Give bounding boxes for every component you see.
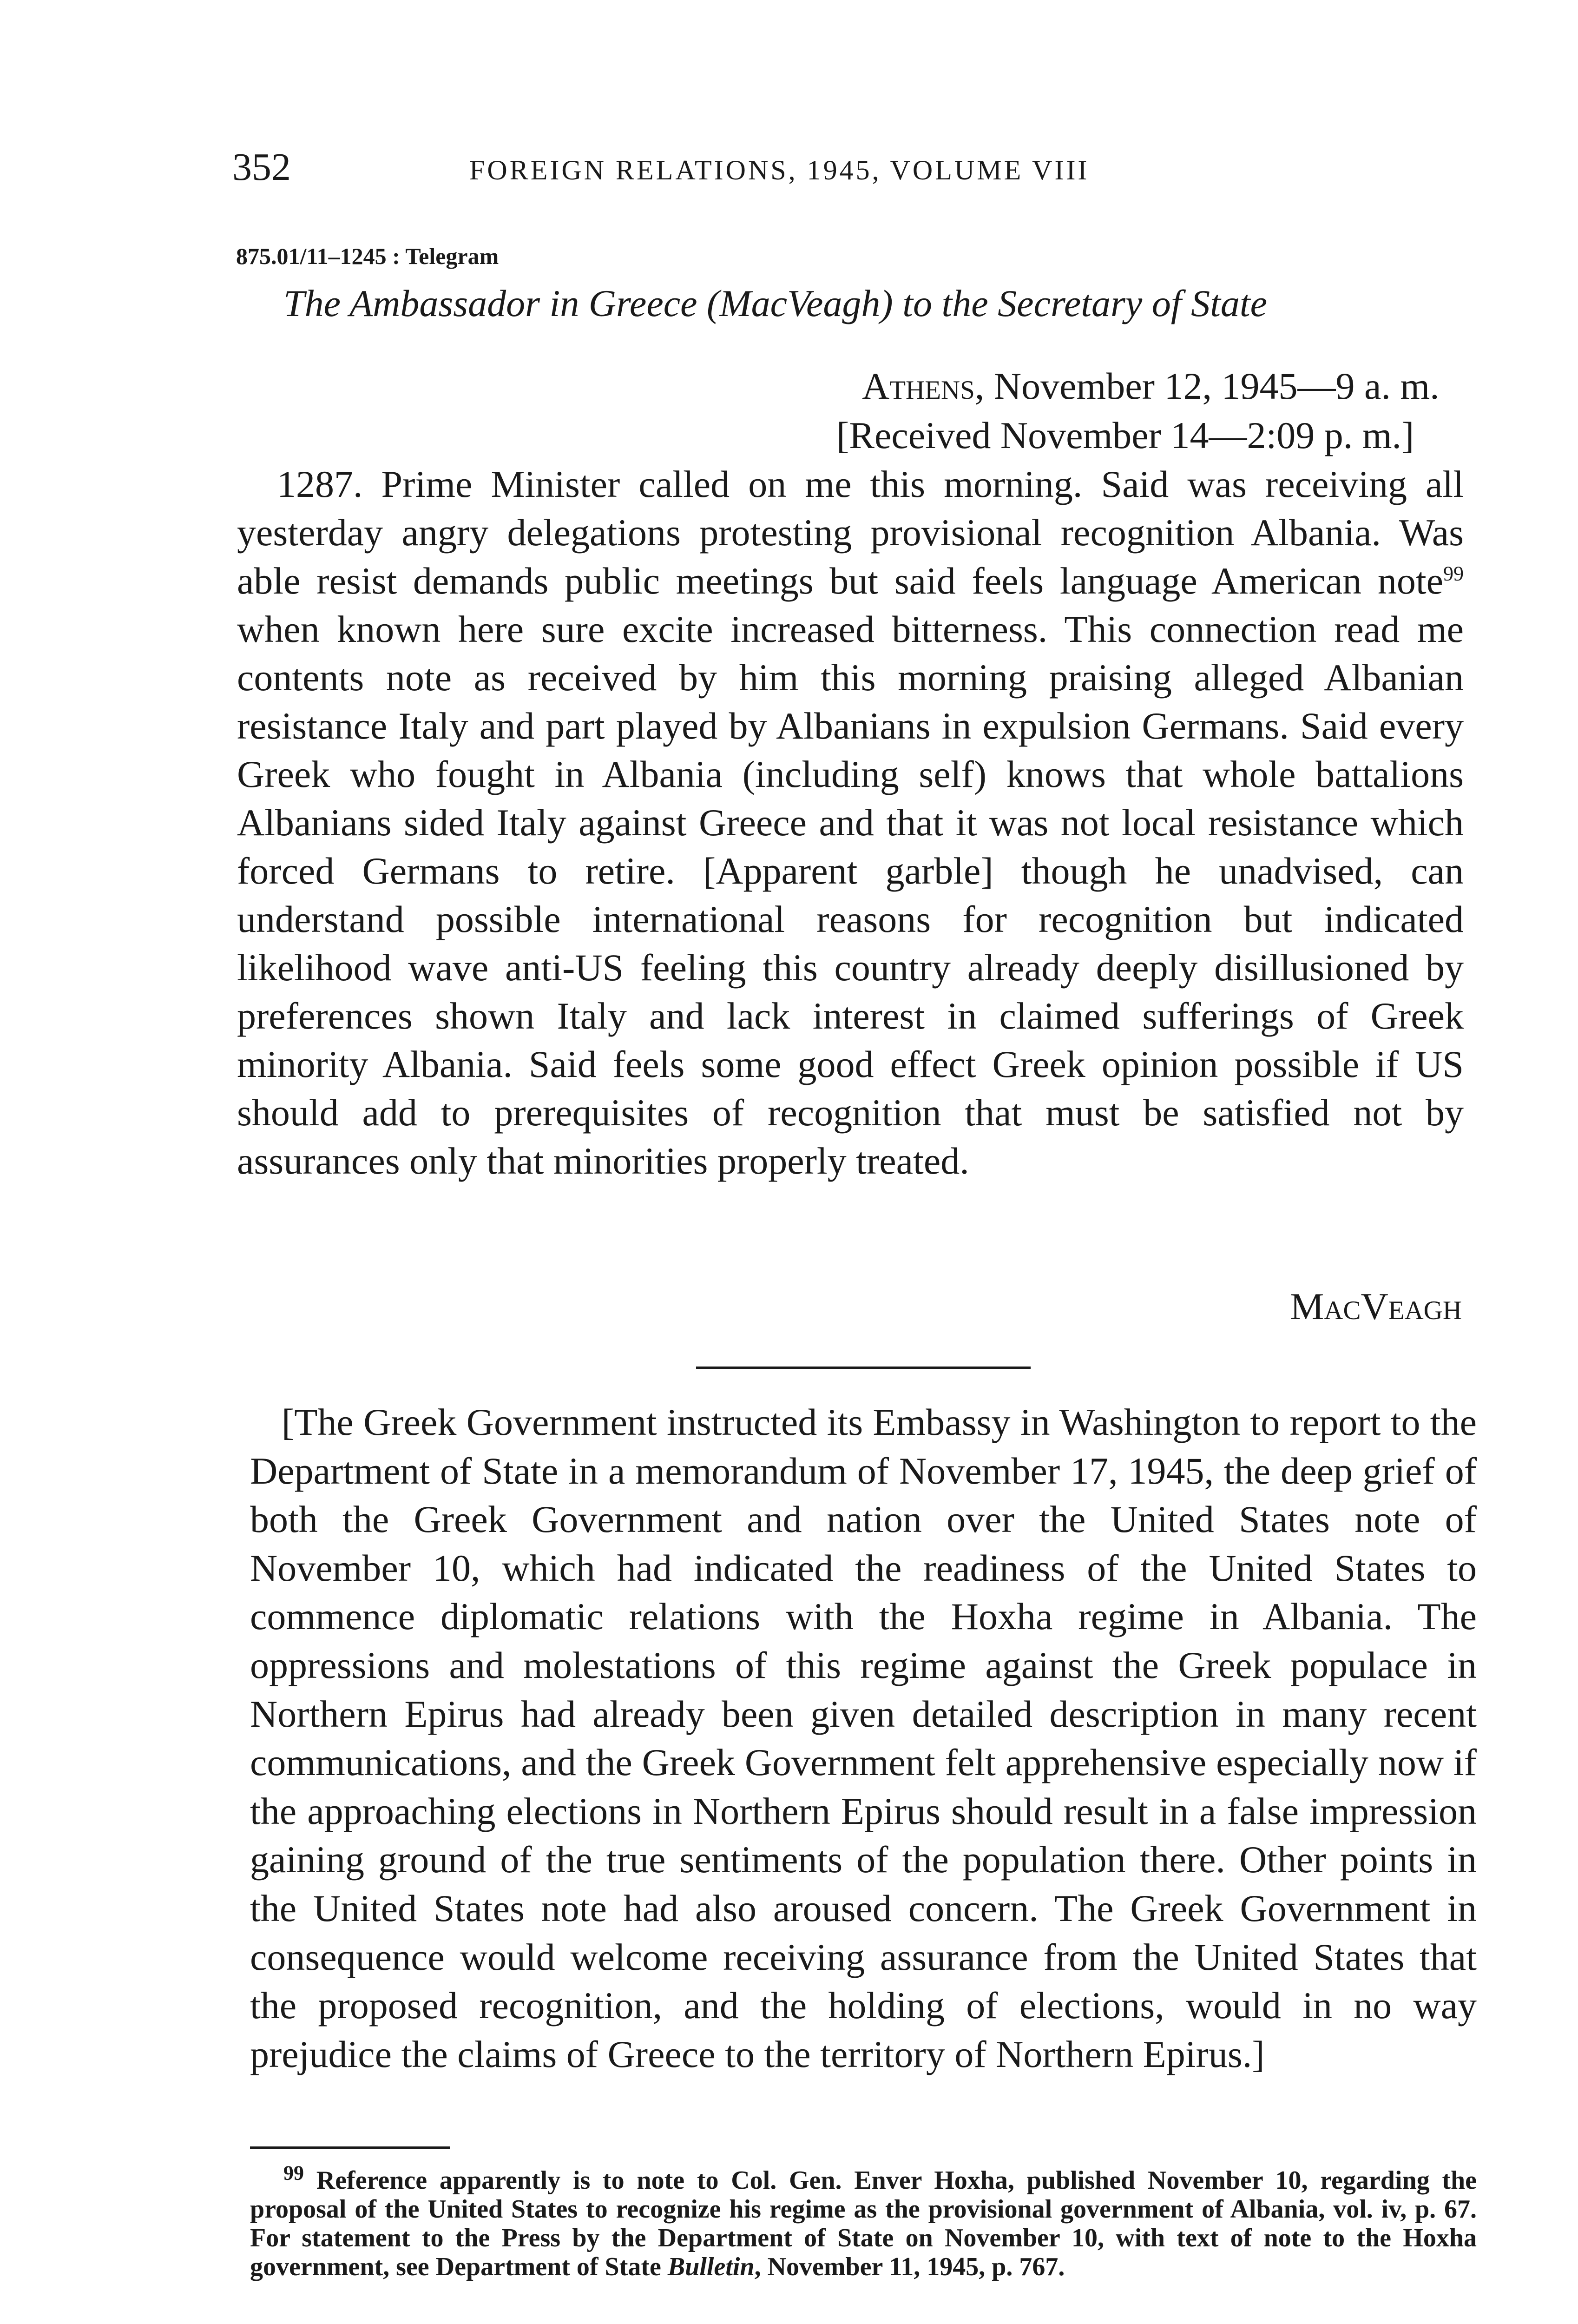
footnote-reference: 99 [1443,562,1464,585]
document-title: The Ambassador in Greece (MacVeagh) to the Secretary of State [283,282,1268,324]
footnote-italic-title: Bulletin [667,2252,755,2281]
dateline-date: , November 12, 1945—9 a. m. [974,365,1440,407]
page-number: 352 [232,145,291,189]
footnote-marker-wrap [250,2161,304,2195]
footnote [250,2161,1477,2281]
footnote-text-after: , November 11, 1945, p. 767. [754,2252,1065,2281]
editorial-note-text: [The Greek Government instructed its Embassy in Washington to report to the Department of State in a memorandum of November 17, 1945, the deep grief of both the Greek Government and nation over the United States note of November 10, which had indicated the readiness of the United States to commence diplomatic relations with the Hoxha regime in Albania. The oppressions and molestations of this regime against the Greek populace in Northern Epirus had already been given detailed description in many recent communications, and the Greek Government felt apprehensive especially now if the approaching elections in Northern Epirus should result in a false impression gaining ground of the true sentiments of the population there. Other points in the United States note had also aroused concern. The Greek Government in consequence would welcome receiving assurance from the United States that the proposed recognition, and the holding of elections, would in no way prejudice the claims of Greece to the territory of Northern Epirus.] [250,1401,1477,2075]
footnote-divider [250,2146,450,2149]
footnote-marker: 99 [283,2161,304,2185]
dateline-place: Athens [862,365,975,407]
section-divider [696,1367,1031,1369]
file-reference: 875.01/11–1245 : Telegram [236,243,499,269]
editorial-note [250,1398,1477,2079]
signature: MacVeagh [1290,1285,1462,1327]
telegram-text-part1: 1287. Prime Minister called on me this morning. Said was receiving all yesterday angry delegations protesting provisional recognition Albania. Was able resist demands public meetings but said feels language American note [237,463,1464,602]
telegram-text-part2: when known here sure excite increased bitterness. This connection read me contents note as received by him this morning praising alleged Albanian resistance Italy and part played by Albanians in expulsion Germans. Said every Greek who fought in Albania (including self) knows that whole battalions Albanians sided Italy against Greece and that it was not local resistance which forced Germans to retire. [Apparent garble] though he unadvised, can understand possible international reasons for recognition but indicated likelihood wave anti-US feeling this country already deeply disillusioned by preferences shown Italy and lack interest in claimed sufferings of Greek minority Albania. Said feels some good effect Greek opinion possible if US should add to prerequisites of recognition that must be satisfied not by assurances only that minorities properly treated. [237,608,1464,1182]
running-head: FOREIGN RELATIONS, 1945, VOLUME VIII [469,155,1090,185]
dateline [862,367,1440,405]
footnote-text-before: Reference apparently is to note to Col. Gen. Enver Hoxha, published November 10, regarding the proposal of the United States to recognize his regime as the provisional government of Albania, vol. iv, p. 67. For statement to the Press by the Department of State on November 10, with text of note to the Hoxha government, see Department of State [250,2166,1477,2281]
telegram-body [237,460,1464,1185]
received-line: [Received November 14—2:09 p. m.] [836,414,1414,456]
